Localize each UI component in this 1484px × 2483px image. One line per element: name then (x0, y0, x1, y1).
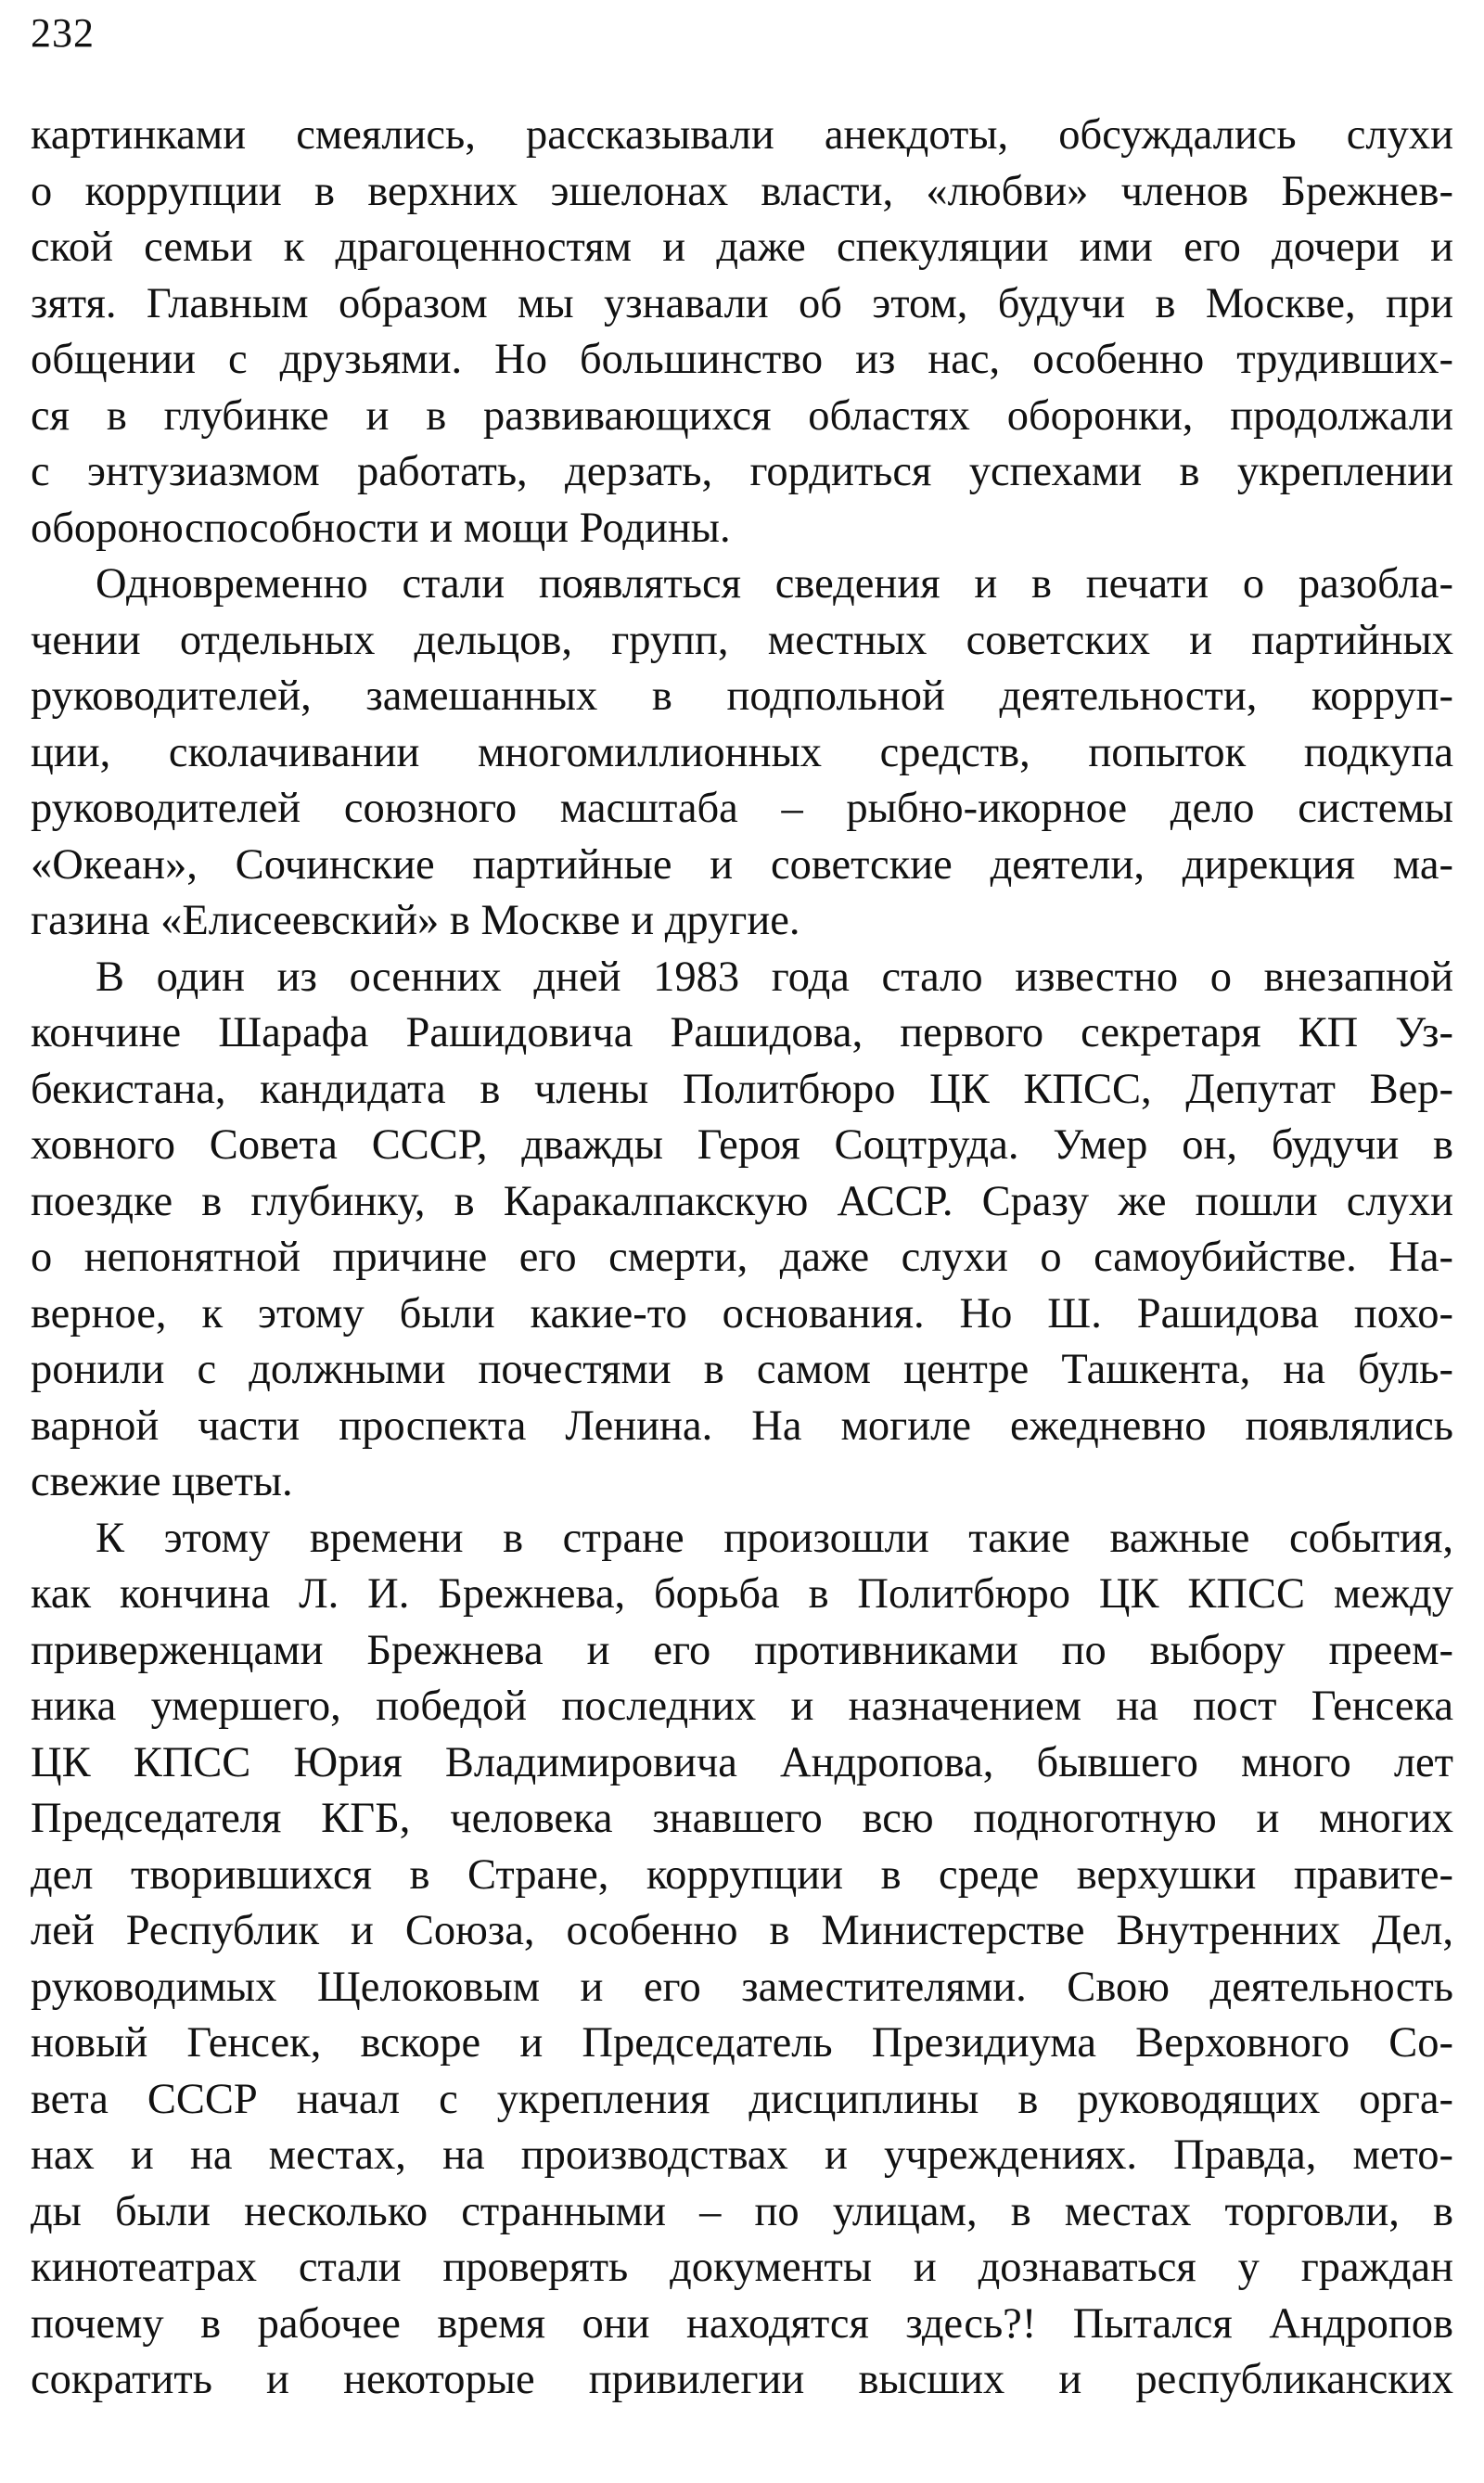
text-line: К этому времени в стране произошли такие важные события, (96, 1514, 1453, 1562)
text-line: поездке в глубинку, в Каракалпакскую АССР. Сразу же пошли слухи (31, 1177, 1453, 1225)
text-line: ской семьи к драгоценностям и даже спекуляции ими его дочери и (31, 224, 1453, 271)
text-line: варной части проспекта Ленина. На могиле ежедневно появлялись (31, 1401, 1453, 1450)
text-line: о коррупции в верхних эшелонах власти, «любви» членов Брежнев- (31, 167, 1453, 215)
text-line: о непонятной причине его смерти, даже слухи о самоубийстве. На- (31, 1234, 1453, 1281)
text-line: обороноспособности и мощи Родины. (31, 504, 731, 552)
text-line: вета СССР начал с укрепления дисциплины в руководящих орга- (31, 2075, 1453, 2123)
page-number: 232 (31, 10, 95, 56)
text-line: свежие цветы. (31, 1458, 293, 1505)
text-line: зятя. Главным образом мы узнавали об этом, будучи в Москве, при (31, 279, 1453, 327)
text-line: с энтузиазмом работать, дерзать, гордиться успехами в укреплении (31, 448, 1453, 495)
text-line: Председателя КГБ, человека знавшего всю подноготную и многих (31, 1795, 1453, 1842)
text-line: руководителей союзного масштаба – рыбно-икорное дело системы (31, 785, 1453, 832)
text-line: ЦК КПСС Юрия Владимировича Андропова, бывшего много лет (31, 1738, 1453, 1786)
text-line: новый Генсек, вскоре и Председатель Президиума Верховного Со- (31, 2019, 1453, 2067)
text-line: ронили с должными почестями в самом центре Ташкента, на буль- (31, 1346, 1453, 1393)
text-line: как кончина Л. И. Брежнева, борьба в Политбюро ЦК КПСС между (31, 1570, 1453, 1618)
text-line: верное, к этому были какие-то основания. Но Ш. Рашидова похо- (31, 1289, 1453, 1337)
text-line: приверженцами Брежнева и его противниками по выбору преем- (31, 1626, 1453, 1674)
text-line: ды были несколько странными – по улицам, в местах торговли, в (31, 2187, 1453, 2235)
text-line: ника умершего, победой последних и назначением на пост Генсека (31, 1683, 1453, 1730)
text-line: руководителей, замешанных в подпольной деятельности, корруп- (31, 672, 1453, 720)
text-line: ховного Совета СССР, дважды Героя Соцтруда. Умер он, будучи в (31, 1121, 1453, 1169)
text-line: ся в глубинке и в развивающихся областях оборонки, продолжали (31, 391, 1453, 440)
text-line: Одновременно стали появляться сведения и в печати о разобла- (96, 560, 1453, 608)
text-line: кинотеатрах стали проверять документы и дознаваться у граждан (31, 2244, 1453, 2291)
body-text (31, 108, 1453, 2409)
text-line: сократить и некоторые привилегии высших и республиканских (31, 2356, 1453, 2403)
text-line: дел творившихся в Стране, коррупции в среде верхушки правите- (31, 1850, 1453, 1899)
text-line: нах и на местах, на производствах и учреждениях. Правда, мето- (31, 2131, 1453, 2179)
text-line: кончине Шарафа Рашидовича Рашидова, первого секретаря КП Уз- (31, 1009, 1453, 1056)
text-line: В один из осенних дней 1983 года стало известно о внезапной (96, 953, 1453, 1001)
text-line: картинками смеялись, рассказывали анекдоты, обсуждались слухи (31, 111, 1453, 159)
text-line: руководимых Щелоковым и его заместителями. Свою деятельность (31, 1963, 1453, 2011)
text-line: почему в рабочее время они находятся здесь?! Пытался Андропов (31, 2299, 1453, 2348)
text-line: ции, сколачивании многомиллионных средств, попыток подкупа (31, 728, 1453, 776)
text-line: бекистана, кандидата в члены Политбюро ЦК КПСС, Депутат Вер- (31, 1065, 1453, 1113)
text-line: «Океан», Сочинские партийные и советские деятели, дирекция ма- (31, 840, 1453, 889)
text-line: общении с друзьями. Но большинство из нас, особенно трудивших- (31, 336, 1453, 383)
text-line: лей Республик и Союза, особенно в Министерстве Внутренних Дел, (31, 1907, 1453, 1954)
text-line: чении отдельных дельцов, групп, местных советских и партийных (31, 616, 1453, 664)
text-line: газина «Елисеевский» в Москве и другие. (31, 897, 800, 944)
